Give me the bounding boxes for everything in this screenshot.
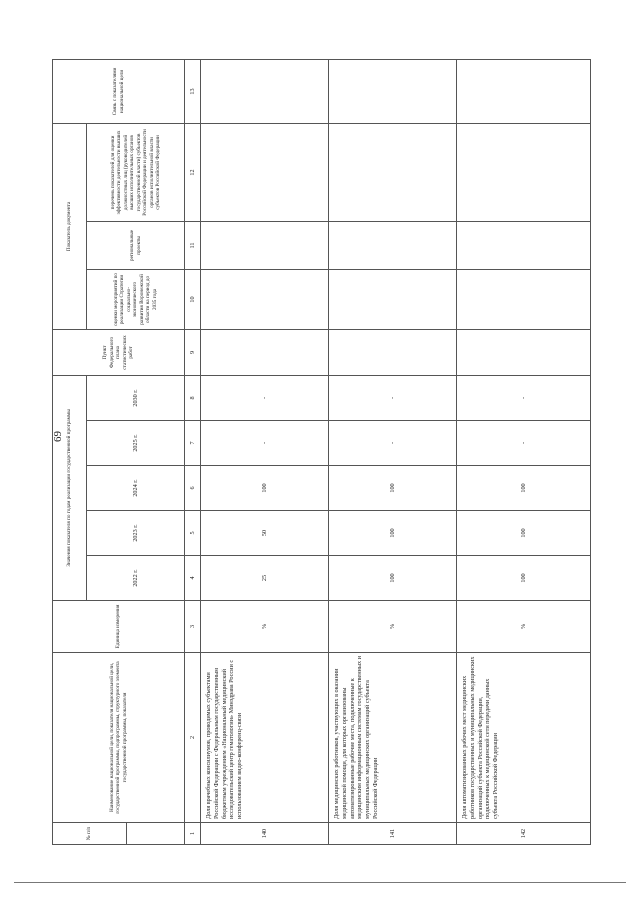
row-number: 140 [201,823,329,845]
row-value-2024: 100 [201,466,329,511]
page-number: 69 [52,431,64,442]
row-regional [457,221,591,269]
col-number: 8 [185,375,201,420]
row-national-goals [201,59,329,123]
row-strategy [329,269,457,329]
row-efficiency [457,123,591,221]
row-strategy [457,269,591,329]
table-row [457,59,591,844]
col-number: 1 [185,823,201,845]
row-value-2024: 100 [329,466,457,511]
row-value-2023: 100 [329,511,457,556]
header-fed-plan: Пункт Федерального плана статистических работ [53,329,185,375]
col-number: 9 [185,329,201,375]
row-value-2022: 100 [457,556,591,601]
col-number: 10 [185,269,201,329]
table-row [329,59,457,844]
row-national-goals [457,59,591,123]
row-regional [201,221,329,269]
col-number: 4 [185,556,201,601]
row-number: 141 [329,823,457,845]
row-unit: % [329,601,457,653]
header-indicator-group: Показатель документа [53,123,87,329]
header-efficiency-doc: перечень показателей для оценки эффективности деятельности высших должностных лиц (руководителей высших исполнительных органов государственной власти) субъектов Российской Федерации и деятельности органов исполнительной власти субъектов Российской Федерации [87,123,185,221]
row-value-2030: - [457,375,591,420]
header-regional-projects: региональные проекты [87,221,185,269]
header-year-2024: 2024 г. [87,466,185,511]
bottom-rule [14,882,626,883]
row-value-2030: - [329,375,457,420]
header-year-2030: 2030 г. [87,375,185,420]
row-name: Доля медицинских работников, участвующих в оказании медицинской помощи, для которых организованы автоматизированные рабочие места, подключенные к медицинским информационным системам государственных и муниципальных медицинских организаций субъекта Российской Федерации [329,653,457,823]
row-fed-plan [457,329,591,375]
header-year-2023: 2023 г. [87,511,185,556]
header-unit: Единица измерения [53,601,185,653]
row-regional [329,221,457,269]
row-value-2023: 50 [201,511,329,556]
row-efficiency [329,123,457,221]
col-number: 13 [185,59,201,123]
table-row [201,59,329,844]
row-number: 142 [457,823,591,845]
row-fed-plan [329,329,457,375]
row-efficiency [201,123,329,221]
row-name: Доля автоматизированных рабочих мест медицинских работников государственных и муниципальных медицинских организаций субъекта Российской Федерации, подключенных к медицинской сети передачи данных субъекта Российской Федерации [457,653,591,823]
row-value-2024: 100 [457,466,591,511]
col-number: 3 [185,601,201,653]
col-number: 2 [185,653,201,823]
header-year-2022: 2022 г. [87,556,185,601]
row-strategy [201,269,329,329]
col-number: 6 [185,466,201,511]
col-number: 5 [185,511,201,556]
row-name: Доля врачебных консилиумов, проводимых субъектами Российской Федерации с Федеральным государственным бюджетным учреждением «Национальный медицинский исследовательский центр гематологии» Минздрава России с использованием видео-конференц-связи [201,653,329,823]
rotated-table-container [52,60,590,845]
row-value-2030: - [201,375,329,420]
row-value-2022: 25 [201,556,329,601]
col-number: 12 [185,123,201,221]
header-values-group: Значения показателя по годам реализации государственной программы [53,375,87,600]
row-value-2022: 100 [329,556,457,601]
header-national-goals: Связь с показателями национальной цели [53,59,185,123]
row-unit: % [457,601,591,653]
header-strategy-doc: оценки мероприятий по реализации Стратегии социально-экономического развития Воронежской области на период до 2035 года [87,269,185,329]
row-unit: % [201,601,329,653]
header-year-2025: 2025 г. [87,421,185,466]
indicators-table [52,59,591,845]
header-no-spacer [127,823,185,845]
col-number: 11 [185,221,201,269]
row-value-2025: - [329,421,457,466]
row-fed-plan [201,329,329,375]
rotated-page [52,60,590,845]
row-value-2025: - [457,421,591,466]
header-name: Наименование национальной цели, показателя национальной цели, государственной программы, подпрограммы, структурного элемента государственной программы, показателя [53,653,185,823]
col-number: 7 [185,421,201,466]
row-value-2023: 100 [457,511,591,556]
header-no: № п/п [53,823,127,845]
row-national-goals [329,59,457,123]
row-value-2025: - [201,421,329,466]
